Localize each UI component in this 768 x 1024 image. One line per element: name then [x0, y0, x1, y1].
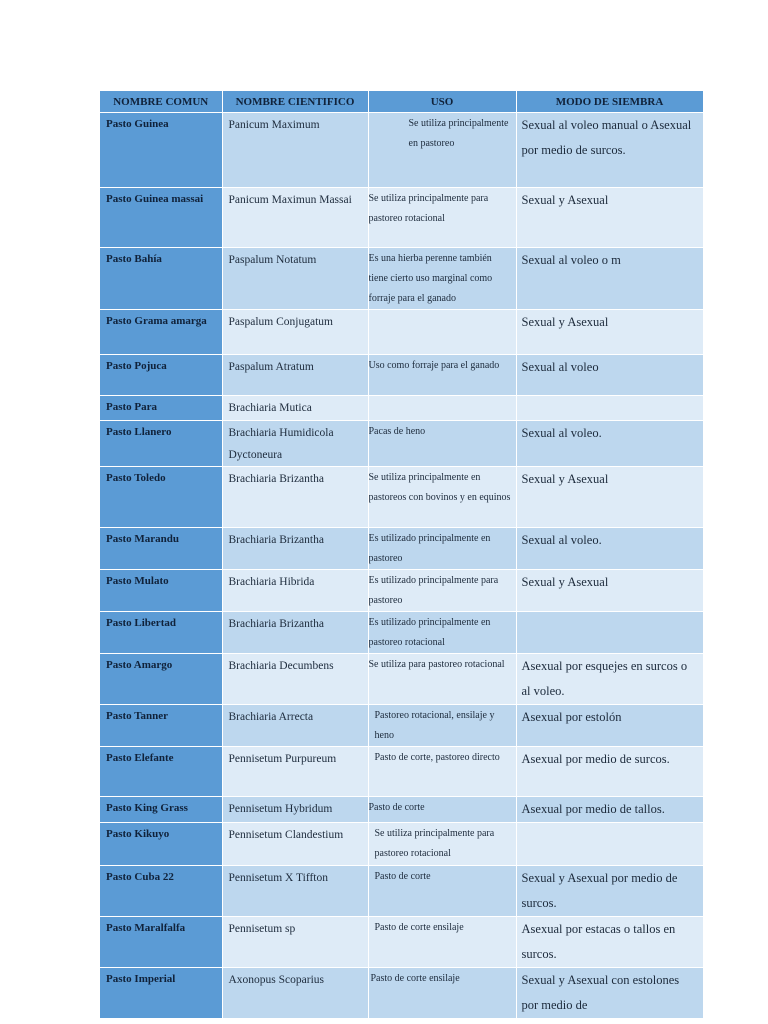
cell-uso: Pasto de corte: [368, 797, 516, 823]
cell-nombre-comun: Pasto Elefante: [100, 747, 222, 797]
cell-nombre-cientifico: Brachiaria Brizantha: [222, 612, 368, 654]
table-row: [100, 747, 703, 797]
cell-uso: Es utilizado principalmente para pastoreo: [368, 570, 516, 612]
cell-uso: Pastoreo rotacional, ensilaje y heno: [368, 705, 516, 747]
cell-uso: Se utiliza principalmente para pastoreo rotacional: [368, 188, 516, 248]
table-row: [100, 968, 703, 1019]
header-row: [100, 91, 703, 113]
cell-nombre-cientifico: Pennisetum X Tiffton: [222, 866, 368, 917]
table-row: [100, 248, 703, 310]
cell-nombre-cientifico: Paspalum Conjugatum: [222, 310, 368, 355]
cell-modo-de-siembra: Sexual al voleo.: [516, 528, 703, 570]
table-row: [100, 467, 703, 528]
cell-nombre-comun: Pasto Mulato: [100, 570, 222, 612]
cell-modo-de-siembra: Asexual por estacas o tallos en surcos.: [516, 917, 703, 968]
cell-nombre-cientifico: Brachiaria Arrecta: [222, 705, 368, 747]
cell-nombre-cientifico: Paspalum Notatum: [222, 248, 368, 310]
cell-nombre-comun: Pasto Amargo: [100, 654, 222, 705]
cell-modo-de-siembra: Asexual por estolón: [516, 705, 703, 747]
cell-nombre-comun: Pasto Imperial: [100, 968, 222, 1019]
cell-uso: Se utiliza principalmente para pastoreo rotacional: [368, 823, 516, 866]
cell-nombre-cientifico: Pennisetum Purpureum: [222, 747, 368, 797]
cell-uso: Se utiliza principalmente en pastoreo: [368, 113, 516, 188]
table-row: [100, 823, 703, 866]
cell-nombre-comun: Pasto Para: [100, 396, 222, 421]
cell-nombre-comun: Pasto Marandu: [100, 528, 222, 570]
table-row: [100, 113, 703, 188]
cell-uso: Es utilizado principalmente en pastoreo rotacional: [368, 612, 516, 654]
cell-modo-de-siembra: Sexual y Asexual: [516, 188, 703, 248]
cell-modo-de-siembra: Asexual por medio de tallos.: [516, 797, 703, 823]
cell-nombre-cientifico: Brachiaria Mutica: [222, 396, 368, 421]
cell-modo-de-siembra: Sexual al voleo: [516, 355, 703, 396]
cell-nombre-cientifico: Axonopus Scoparius: [222, 968, 368, 1019]
table-row: [100, 528, 703, 570]
cell-uso: Pasto de corte ensilaje: [368, 917, 516, 968]
cell-nombre-comun: Pasto Cuba 22: [100, 866, 222, 917]
cell-nombre-cientifico: Panicum Maximum: [222, 113, 368, 188]
cell-modo-de-siembra: Sexual al voleo manual o Asexual por medio de surcos.: [516, 113, 703, 188]
cell-modo-de-siembra: Sexual y Asexual por medio de surcos.: [516, 866, 703, 917]
cell-modo-de-siembra: Asexual por esquejes en surcos o al voleo.: [516, 654, 703, 705]
cell-uso: Pacas de heno: [368, 421, 516, 467]
cell-nombre-comun: Pasto Guinea massai: [100, 188, 222, 248]
cell-uso: Se utiliza principalmente en pastoreos con bovinos y en equinos: [368, 467, 516, 528]
cell-modo-de-siembra: Sexual al voleo o m: [516, 248, 703, 310]
table-row: [100, 797, 703, 823]
cell-uso: Pasto de corte: [368, 866, 516, 917]
cell-modo-de-siembra: Sexual y Asexual: [516, 310, 703, 355]
header-modo-de-siembra: MODO DE SIEMBRA: [516, 91, 703, 113]
cell-nombre-cientifico: Brachiaria Decumbens: [222, 654, 368, 705]
cell-nombre-cientifico: Panicum Maximun Massai: [222, 188, 368, 248]
pasture-table: [100, 91, 704, 1019]
cell-uso: [368, 396, 516, 421]
cell-modo-de-siembra: Sexual y Asexual: [516, 570, 703, 612]
cell-nombre-comun: Pasto Llanero: [100, 421, 222, 467]
cell-uso: Se utiliza para pastoreo rotacional: [368, 654, 516, 705]
table-row: [100, 654, 703, 705]
cell-nombre-comun: Pasto Libertad: [100, 612, 222, 654]
table-row: [100, 421, 703, 467]
header-nombre-comun: NOMBRE COMUN: [100, 91, 222, 113]
cell-modo-de-siembra: [516, 396, 703, 421]
cell-nombre-cientifico: Paspalum Atratum: [222, 355, 368, 396]
table-row: [100, 612, 703, 654]
table-row: [100, 310, 703, 355]
cell-nombre-comun: Pasto Toledo: [100, 467, 222, 528]
cell-modo-de-siembra: [516, 612, 703, 654]
cell-modo-de-siembra: Sexual al voleo.: [516, 421, 703, 467]
table-body: [100, 113, 703, 1019]
cell-nombre-comun: Pasto Maralfalfa: [100, 917, 222, 968]
document-page: [100, 91, 703, 1019]
header-uso: USO: [368, 91, 516, 113]
table-row: [100, 866, 703, 917]
cell-nombre-cientifico: Brachiaria Hibrida: [222, 570, 368, 612]
cell-modo-de-siembra: Sexual y Asexual: [516, 467, 703, 528]
cell-nombre-comun: Pasto Grama amarga: [100, 310, 222, 355]
cell-uso: Pasto de corte ensilaje: [368, 968, 516, 1019]
cell-nombre-cientifico: Pennisetum Clandestium: [222, 823, 368, 866]
table-row: [100, 705, 703, 747]
cell-nombre-cientifico: Pennisetum sp: [222, 917, 368, 968]
table-row: [100, 188, 703, 248]
table-row: [100, 355, 703, 396]
cell-nombre-comun: Pasto Bahía: [100, 248, 222, 310]
table-row: [100, 570, 703, 612]
cell-modo-de-siembra: Asexual por medio de surcos.: [516, 747, 703, 797]
table-row: [100, 917, 703, 968]
cell-nombre-cientifico: Pennisetum Hybridum: [222, 797, 368, 823]
cell-nombre-comun: Pasto Tanner: [100, 705, 222, 747]
cell-nombre-cientifico: Brachiaria Brizantha: [222, 528, 368, 570]
cell-uso: Uso como forraje para el ganado: [368, 355, 516, 396]
cell-uso: Es utilizado principalmente en pastoreo: [368, 528, 516, 570]
cell-uso: [368, 310, 516, 355]
cell-uso: Es una hierba perenne también tiene cierto uso marginal como forraje para el ganado: [368, 248, 516, 310]
cell-modo-de-siembra: [516, 823, 703, 866]
cell-nombre-cientifico: Brachiaria Humidicola Dyctoneura: [222, 421, 368, 467]
table-row: [100, 396, 703, 421]
cell-nombre-comun: Pasto Guinea: [100, 113, 222, 188]
cell-modo-de-siembra: Sexual y Asexual con estolones por medio de: [516, 968, 703, 1019]
cell-nombre-comun: Pasto King Grass: [100, 797, 222, 823]
cell-nombre-cientifico: Brachiaria Brizantha: [222, 467, 368, 528]
cell-nombre-comun: Pasto Pojuca: [100, 355, 222, 396]
cell-nombre-comun: Pasto Kikuyo: [100, 823, 222, 866]
cell-uso: Pasto de corte, pastoreo directo: [368, 747, 516, 797]
header-nombre-cientifico: NOMBRE CIENTIFICO: [222, 91, 368, 113]
